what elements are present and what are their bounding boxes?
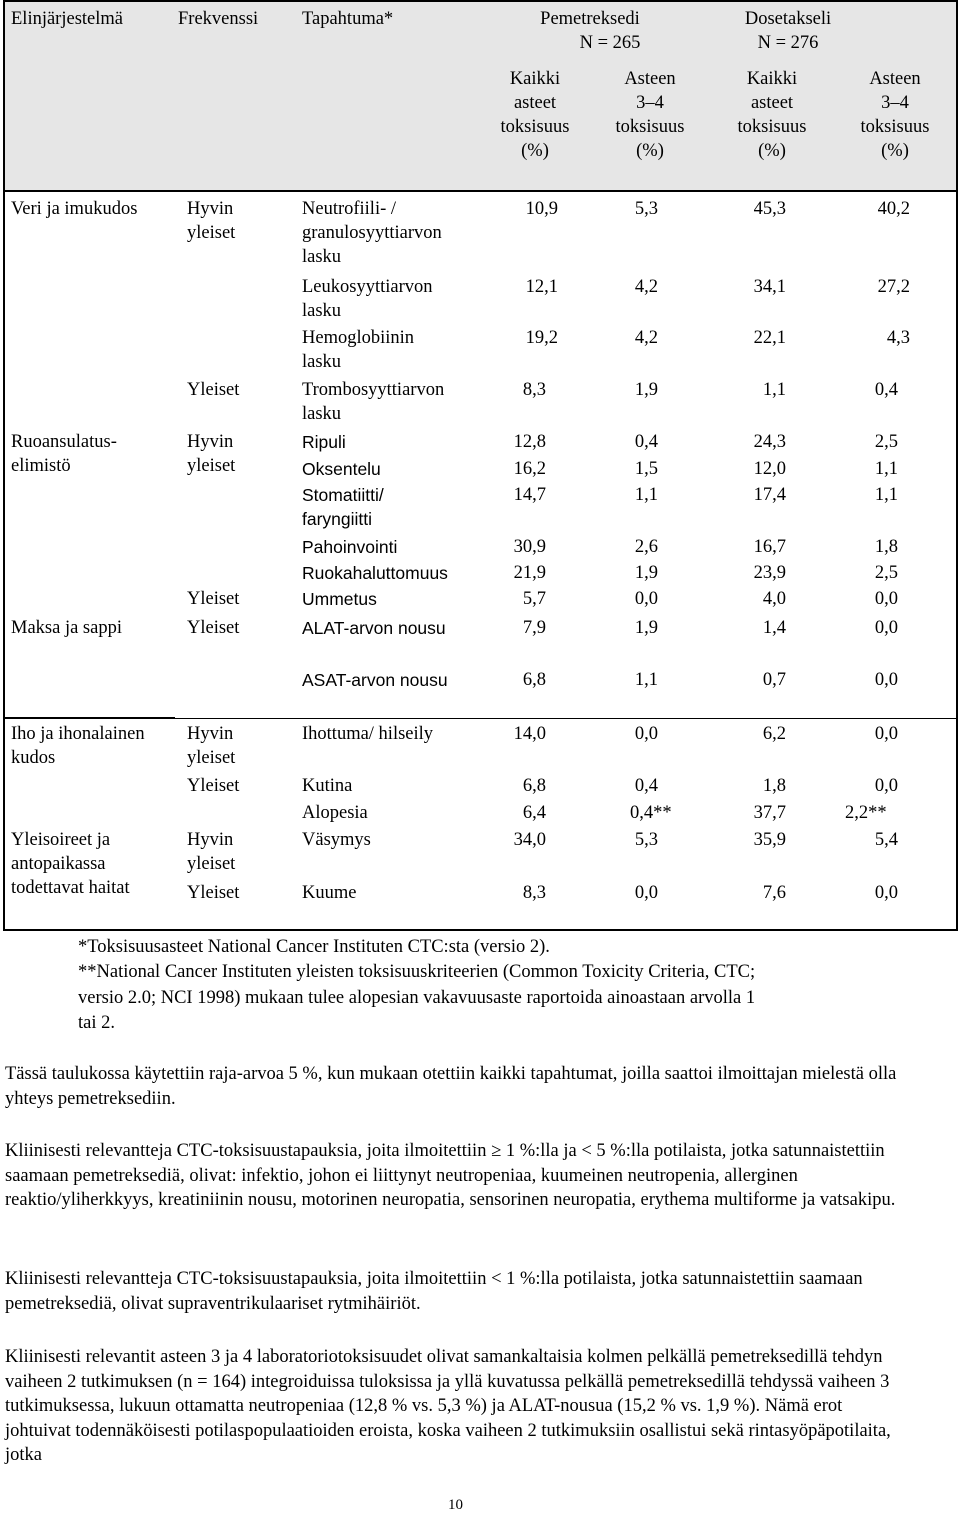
- value-cell: 0,0: [874, 670, 898, 690]
- event-cell: Stomatiitti/ faryngiitti: [302, 485, 384, 529]
- footnote: versio 2.0; NCI 1998) mukaan tulee alopesian vakavuusaste raportoida ainoastaan arvolla 1: [78, 988, 756, 1008]
- value-cell: 0,0: [874, 618, 898, 638]
- event-cell: Oksentelu: [302, 459, 381, 479]
- header-pem-all-grades: Kaikki asteet toksisuus (%): [500, 69, 570, 161]
- value-cell: 0,0: [634, 724, 658, 744]
- docetaxel-n: N = 276: [757, 33, 819, 53]
- value-cell: 2,5: [874, 563, 898, 583]
- event-cell: Kuume: [302, 883, 357, 903]
- value-cell: 4,0: [762, 589, 786, 609]
- frequency-cell: Yleiset: [187, 380, 240, 400]
- value-cell: 0,4: [634, 776, 658, 796]
- value-cell: 14,0: [513, 724, 546, 744]
- value-cell: 6,4: [522, 803, 546, 823]
- footnote: *Toksisuusasteet National Cancer Instituten CTC:sta (versio 2).: [78, 937, 550, 957]
- value-cell: 23,9: [753, 563, 786, 583]
- value-cell: 1,1: [634, 485, 658, 505]
- event-cell: ALAT-arvon nousu: [302, 618, 446, 638]
- event-cell: Trombosyyttiarvon lasku: [302, 380, 445, 424]
- frequency-cell: Yleiset: [187, 589, 240, 609]
- header-docetaxel: [718, 7, 858, 55]
- value-cell: 0,0: [874, 883, 898, 903]
- frequency-cell: Yleiset: [187, 776, 240, 796]
- value-cell: 1,1: [762, 380, 786, 400]
- event-cell: ASAT-arvon nousu: [302, 670, 448, 690]
- header-divider: [3, 190, 958, 192]
- value-cell: 12,8: [513, 432, 546, 452]
- value-cell: 7,9: [522, 618, 546, 638]
- table-border-left: [3, 0, 5, 930]
- value-cell: 34,1: [753, 277, 786, 297]
- event-cell: Ihottuma/ hilseily: [302, 724, 434, 744]
- value-cell: 8,3: [522, 380, 546, 400]
- system-cell: Ruoansulatus- elimistö: [11, 432, 117, 476]
- value-cell: 0,4**: [630, 803, 672, 823]
- value-cell: 22,1: [753, 328, 786, 348]
- value-cell: 0,4: [874, 380, 898, 400]
- value-cell: 4,2: [634, 277, 658, 297]
- value-cell: 16,2: [513, 459, 546, 479]
- value-cell: 4,3: [886, 328, 910, 348]
- value-cell: 12,1: [525, 277, 558, 297]
- value-cell: 30,9: [513, 537, 546, 557]
- value-cell: 12,0: [753, 459, 786, 479]
- value-cell: 0,4: [634, 432, 658, 452]
- value-cell: 40,2: [877, 199, 910, 219]
- system-cell: Iho ja ihonalainen kudos: [11, 724, 145, 768]
- frequency-cell: Hyvin yleiset: [187, 432, 236, 476]
- value-cell: 2,2**: [845, 803, 887, 823]
- value-cell: 0,0: [874, 724, 898, 744]
- value-cell: 5,7: [522, 589, 546, 609]
- paragraph: Kliinisesti relevantit asteen 3 ja 4 laboratoriotoksisuudet olivat samankaltaisia kolmen pelkällä pemetreksedillä tehdyn vaiheen 2 tutkimuksen (n = 164) integroiduissa tuloksissa ja yllä kuvatussa pelkällä pemetreksedillä tehdyssä vaiheen 3 tutkimuksessa, lukuun ottamatta neutropeniaa (12,8 % vs. 5,3 %) ja ALAT-nousua (15,2 % vs. 1,9 %). Nämä erot johtuivat todennäköisesti potilaspopulaatioiden eroista, koska vaiheen 2 tutkimuksiin osallistui sekä rintasyöpäpotilaita, jotka: [5, 1347, 891, 1465]
- pemetrexed-n: N = 265: [579, 33, 641, 53]
- value-cell: 0,0: [634, 883, 658, 903]
- table-border-top: [3, 0, 958, 2]
- header-frequency: Frekvenssi: [178, 9, 259, 29]
- value-cell: 4,2: [634, 328, 658, 348]
- value-cell: 19,2: [525, 328, 558, 348]
- value-cell: 37,7: [753, 803, 786, 823]
- paragraph: Kliinisesti relevantteja CTC-toksisuustapauksia, joita ilmoitettiin ≥ 1 %:lla ja < 5 %:lla potilaista, jotka satunnaistettiin saamaan pemetreksediä, olivat: infektio, johon ei liittynyt neutropeniaa, kuumeinen neutropenia, allerginen reaktio/yliherkkyys, kreatiniinin nousu, motorinen neuropatia, sensorinen neuropatia, erythema multiforme ja vatsakipu.: [5, 1141, 896, 1210]
- value-cell: 6,2: [762, 724, 786, 744]
- header-system: Elinjärjestelmä: [11, 9, 123, 29]
- frequency-cell: Yleiset: [187, 618, 240, 638]
- header-event: Tapahtuma*: [302, 9, 394, 29]
- footnote: tai 2.: [78, 1013, 115, 1033]
- value-cell: 24,3: [753, 432, 786, 452]
- event-cell: Väsymys: [302, 830, 371, 850]
- header-doc-grade34: Asteen 3–4 toksisuus (%): [860, 69, 930, 161]
- frequency-cell: Hyvin yleiset: [187, 724, 236, 768]
- value-cell: 1,5: [634, 459, 658, 479]
- value-cell: 1,8: [762, 776, 786, 796]
- value-cell: 1,9: [634, 618, 658, 638]
- frequency-cell: Yleiset: [187, 883, 240, 903]
- value-cell: 0,7: [762, 670, 786, 690]
- value-cell: 5,4: [874, 830, 898, 850]
- event-cell: Ruokahaluttomuus: [302, 563, 448, 583]
- event-cell: Kutina: [302, 776, 353, 796]
- event-cell: Alopesia: [302, 803, 368, 823]
- value-cell: 6,8: [522, 670, 546, 690]
- value-cell: 1,1: [634, 670, 658, 690]
- value-cell: 45,3: [753, 199, 786, 219]
- value-cell: 17,4: [753, 485, 786, 505]
- value-cell: 1,4: [762, 618, 786, 638]
- docetaxel-title: Dosetakseli: [744, 9, 832, 29]
- value-cell: 0,0: [874, 589, 898, 609]
- frequency-cell: Hyvin yleiset: [187, 199, 236, 243]
- value-cell: 1,9: [634, 563, 658, 583]
- value-cell: 1,8: [874, 537, 898, 557]
- event-cell: Hemoglobiinin lasku: [302, 328, 415, 372]
- value-cell: 7,6: [762, 883, 786, 903]
- section-divider: [3, 717, 175, 719]
- event-cell: Ripuli: [302, 432, 346, 452]
- value-cell: 10,9: [525, 199, 558, 219]
- value-cell: 0,0: [874, 776, 898, 796]
- value-cell: 27,2: [877, 277, 910, 297]
- value-cell: 1,9: [634, 380, 658, 400]
- system-cell: Veri ja imukudos: [11, 199, 138, 219]
- event-cell: Neutrofiili- / granulosyyttiarvon lasku: [302, 199, 442, 267]
- header-doc-all-grades: Kaikki asteet toksisuus (%): [737, 69, 807, 161]
- table-border-bottom: [3, 929, 958, 931]
- value-cell: 2,5: [874, 432, 898, 452]
- value-cell: 14,7: [513, 485, 546, 505]
- value-cell: 35,9: [753, 830, 786, 850]
- value-cell: 21,9: [513, 563, 546, 583]
- value-cell: 5,3: [634, 830, 658, 850]
- system-cell: Maksa ja sappi: [11, 618, 122, 638]
- system-cell: Yleisoireet ja antopaikassa todettavat haitat: [11, 830, 130, 898]
- value-cell: 6,8: [522, 776, 546, 796]
- value-cell: 8,3: [522, 883, 546, 903]
- value-cell: 34,0: [513, 830, 546, 850]
- value-cell: 5,3: [634, 199, 658, 219]
- footnote: **National Cancer Instituten yleisten toksisuuskriteerien (Common Toxicity Criteria, CTC;: [78, 962, 756, 982]
- event-cell: Leukosyyttiarvon lasku: [302, 277, 433, 321]
- pemetrexed-title: Pemetreksedi: [540, 9, 640, 29]
- page-number: 10: [448, 1497, 463, 1513]
- table-border-right: [956, 0, 958, 930]
- value-cell: 1,1: [874, 485, 898, 505]
- event-cell: Pahoinvointi: [302, 537, 398, 557]
- value-cell: 16,7: [753, 537, 786, 557]
- frequency-cell: Hyvin yleiset: [187, 830, 236, 874]
- value-cell: 2,6: [634, 537, 658, 557]
- value-cell: 0,0: [634, 589, 658, 609]
- value-cell: 1,1: [874, 459, 898, 479]
- header-pemetrexed: [470, 7, 710, 55]
- paragraph: Kliinisesti relevantteja CTC-toksisuustapauksia, joita ilmoitettiin < 1 %:lla potilaista, jotka satunnaistettiin saamaan pemetreksediä, olivat supraventrikulaariset rytmihäiriöt.: [5, 1269, 863, 1314]
- header-pem-grade34: Asteen 3–4 toksisuus (%): [615, 69, 685, 161]
- event-cell: Ummetus: [302, 589, 377, 609]
- paragraph: Tässä taulukossa käytettiin raja-arvoa 5 %, kun mukaan otettiin kaikki tapahtumat, joilla saattoi ilmoittajan mielestä olla yhteys pemetreksediin.: [5, 1064, 897, 1109]
